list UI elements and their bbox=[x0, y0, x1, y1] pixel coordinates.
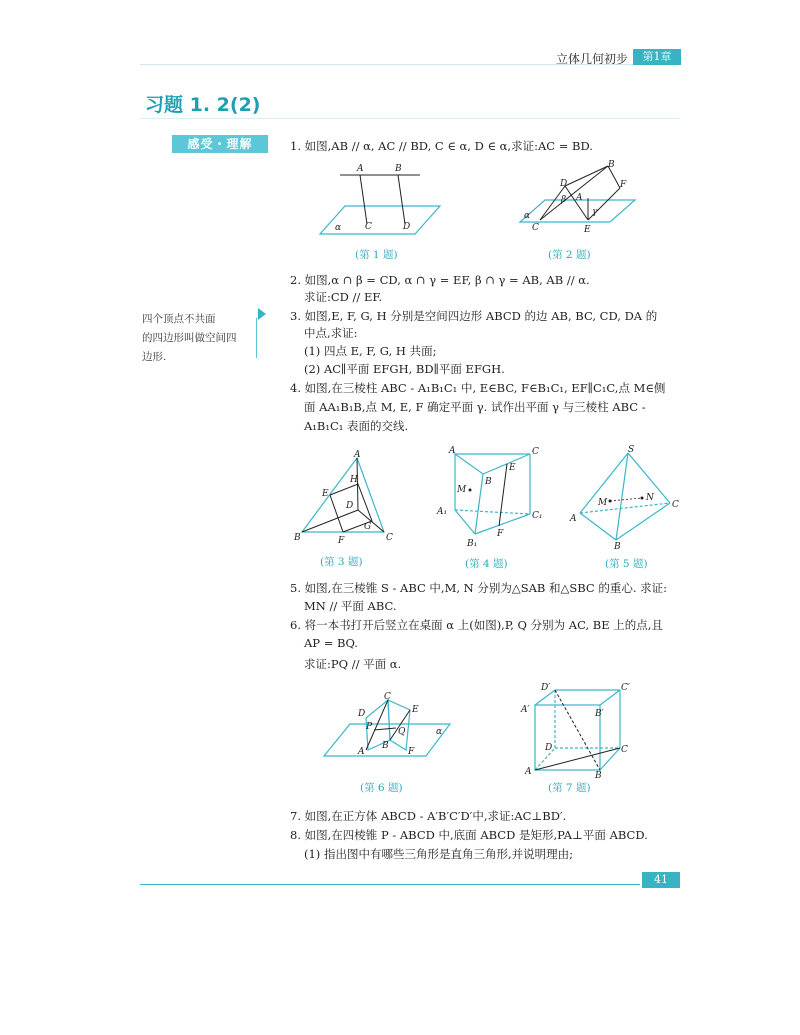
figure-5 bbox=[568, 445, 683, 550]
exercise-title: 习题 1. 2(2) bbox=[145, 94, 261, 116]
label-a: A bbox=[576, 193, 583, 203]
problem-3-line: (1) 四点 E, F, G, H 共面; bbox=[304, 344, 437, 358]
side-note-line: 的四边形叫做空间四 bbox=[142, 332, 237, 344]
problem-4-line: 面 AA₁B₁B,点 M, E, F 确定平面 γ. 试作出平面 γ 与三棱柱 ABC - bbox=[304, 400, 646, 414]
line-pq bbox=[374, 728, 396, 730]
point-n bbox=[641, 497, 644, 500]
figure-4 bbox=[435, 442, 555, 552]
label-m: M bbox=[457, 485, 467, 495]
caption-6: (第 6 题) bbox=[360, 782, 403, 794]
book-page-right bbox=[388, 700, 410, 750]
label-b: B bbox=[395, 164, 402, 174]
label-a: A bbox=[357, 164, 364, 174]
label-n: N bbox=[646, 493, 654, 503]
label-c: C bbox=[532, 447, 539, 457]
label-c: C bbox=[672, 500, 679, 510]
label-c: C bbox=[386, 533, 393, 543]
side-note-bar bbox=[256, 318, 257, 358]
problem-3: 3. 如图,E, F, G, H 分别是空间四边形 ABCD 的边 AB, BC, CD, DA 的 bbox=[290, 309, 658, 323]
figure-3 bbox=[292, 450, 402, 545]
label-b: B bbox=[608, 160, 615, 170]
chapter-title: 立体几何初步 bbox=[556, 52, 629, 66]
problem-6: 6. 将一本书打开后竖立在桌面 α 上(如图),P, Q 分别为 AC, BE 上的点,且 bbox=[290, 618, 663, 632]
label-a1: A₁ bbox=[437, 507, 448, 517]
label-f: F bbox=[338, 536, 345, 545]
label-q: Q bbox=[398, 727, 406, 737]
problem-3-line: 中点,求证: bbox=[304, 326, 358, 340]
label-c: C bbox=[365, 222, 372, 232]
label-b: B bbox=[595, 771, 602, 780]
problem-4-line: A₁B₁C₁ 表面的交线. bbox=[304, 419, 409, 433]
label-f: F bbox=[620, 180, 627, 190]
label-alpha: α bbox=[524, 211, 531, 221]
label-b: B bbox=[294, 533, 301, 543]
label-alpha: α bbox=[436, 727, 443, 737]
label-e: E bbox=[584, 225, 591, 235]
problem-5: 5. 如图,在三棱锥 S - ABC 中,M, N 分别为△SAB 和△SBC 的重心. 求证: bbox=[290, 581, 668, 595]
figure-7 bbox=[515, 680, 635, 780]
problem-2: 2. 如图,α ∩ β = CD, α ∩ γ = EF, β ∩ γ = AB, AB // α. bbox=[290, 273, 590, 287]
problem-4: 4. 如图,在三棱柱 ABC - A₁B₁C₁ 中, E∈BC, F∈B₁C₁, EF∥C₁C,点 M∈侧 bbox=[290, 381, 666, 395]
label-gamma: γ bbox=[592, 207, 598, 217]
label-b: B bbox=[614, 542, 621, 550]
side-note bbox=[142, 310, 254, 367]
line-bd-prime bbox=[555, 690, 600, 770]
label-c: C bbox=[384, 692, 391, 702]
side-note-line: 边形. bbox=[142, 351, 167, 363]
figure-1 bbox=[315, 160, 445, 240]
label-d: D bbox=[346, 501, 354, 511]
caption-7: (第 7 题) bbox=[548, 782, 591, 794]
problem-5-line: MN // 平面 ABC. bbox=[304, 599, 397, 613]
label-c-prime: C′ bbox=[621, 683, 630, 693]
label-a: A bbox=[525, 767, 532, 777]
label-d: D bbox=[560, 179, 568, 189]
problem-3-line: (2) AC∥平面 EFGH, BD∥平面 EFGH. bbox=[304, 362, 505, 376]
caption-1: (第 1 题) bbox=[355, 249, 398, 261]
problem-8-line: (1) 指出图中有哪些三角形是直角三角形,并说明理由; bbox=[304, 847, 573, 861]
line-ac bbox=[360, 175, 367, 224]
label-p: P bbox=[366, 722, 373, 732]
label-c: C bbox=[621, 745, 628, 755]
label-b: B bbox=[485, 477, 492, 487]
top-face bbox=[455, 454, 530, 474]
caption-3: (第 3 题) bbox=[320, 556, 363, 568]
line-mn bbox=[610, 498, 642, 501]
label-a-prime: A′ bbox=[521, 705, 530, 715]
caption-2: (第 2 题) bbox=[548, 249, 591, 261]
line-ef bbox=[499, 464, 507, 526]
label-beta: β bbox=[561, 195, 567, 205]
section-tag: 感受・理解 bbox=[172, 135, 268, 153]
problem-6-line: AP = BQ. bbox=[304, 636, 358, 650]
chapter-badge: 第1章 bbox=[633, 49, 681, 65]
plane-alpha bbox=[520, 200, 635, 222]
label-d: D bbox=[403, 222, 411, 232]
side-note-arrow-icon bbox=[258, 308, 266, 320]
label-a: A bbox=[570, 514, 577, 524]
figure-2 bbox=[510, 158, 640, 238]
label-a: A bbox=[358, 747, 365, 757]
side-note-line: 四个顶点不共面 bbox=[142, 313, 216, 325]
label-g: G bbox=[364, 522, 372, 532]
problem-6-line: 求证:PQ // 平面 α. bbox=[304, 657, 402, 671]
caption-4: (第 4 题) bbox=[465, 558, 508, 570]
front-face bbox=[535, 705, 600, 770]
label-c: C bbox=[532, 223, 539, 233]
label-m: M bbox=[598, 498, 608, 508]
line-bd bbox=[398, 175, 405, 224]
label-a: A bbox=[354, 450, 361, 460]
point-m bbox=[469, 489, 472, 492]
label-d: D bbox=[545, 743, 553, 753]
label-b1: B₁ bbox=[467, 539, 478, 549]
caption-5: (第 5 题) bbox=[605, 558, 648, 570]
point-m bbox=[609, 500, 612, 503]
label-h: H bbox=[350, 475, 358, 485]
title-rule bbox=[140, 118, 680, 119]
label-alpha: α bbox=[335, 223, 342, 233]
label-e: E bbox=[509, 463, 516, 473]
label-f: F bbox=[497, 529, 504, 539]
label-c1: C₁ bbox=[532, 511, 543, 521]
label-b-prime: B′ bbox=[595, 709, 604, 719]
label-d: D bbox=[358, 709, 366, 719]
line-cb bbox=[540, 166, 608, 220]
label-e: E bbox=[322, 489, 329, 499]
label-b: B bbox=[382, 741, 389, 751]
line-ef bbox=[330, 495, 343, 532]
problem-7: 7. 如图,在正方体 ABCD - A′B′C′D′中,求证:AC⊥BD′. bbox=[290, 809, 567, 823]
footer-rule bbox=[140, 884, 640, 885]
page-number: 41 bbox=[642, 872, 680, 888]
problem-8: 8. 如图,在四棱锥 P - ABCD 中,底面 ABCD 是矩形,PA⊥平面 ABCD. bbox=[290, 828, 648, 842]
problem-2-line: 求证:CD // EF. bbox=[304, 290, 383, 304]
label-s: S bbox=[628, 445, 635, 455]
figure-6 bbox=[318, 688, 458, 763]
label-a: A bbox=[449, 446, 456, 456]
label-e: E bbox=[412, 705, 419, 715]
label-d-prime: D′ bbox=[541, 683, 551, 693]
problem-1: 1. 如图,AB // α, AC // BD, C ∈ α, D ∈ α,求证:AC = BD. bbox=[290, 139, 593, 153]
label-f: F bbox=[408, 747, 415, 757]
